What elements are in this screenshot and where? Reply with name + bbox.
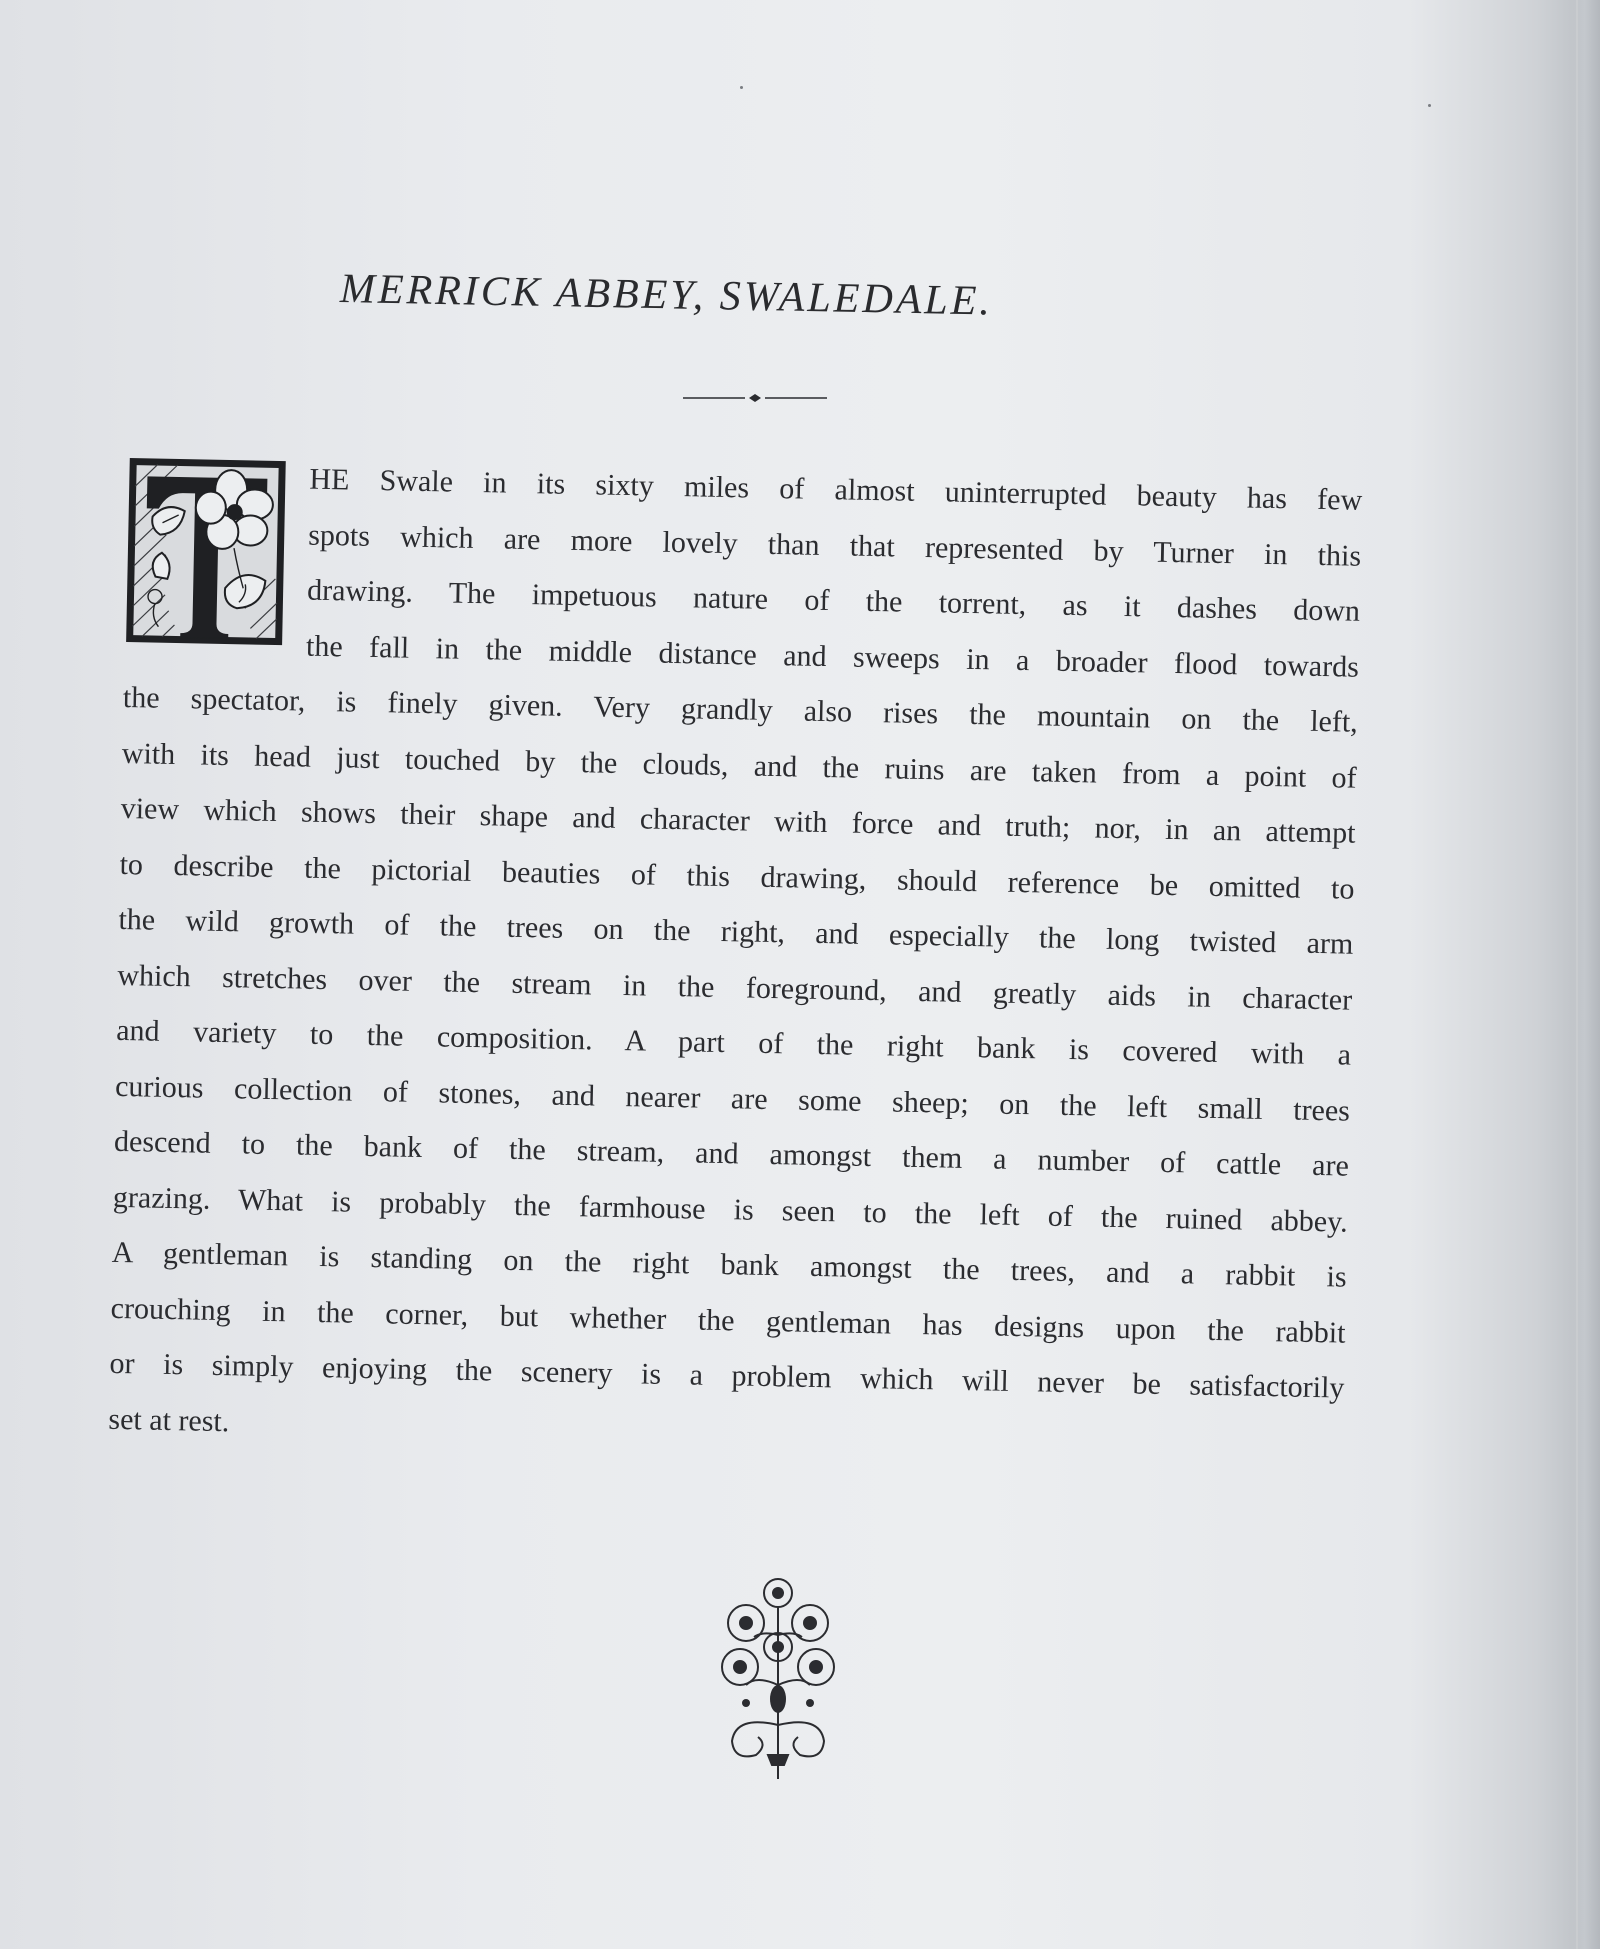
paper-speck [1428,104,1431,107]
text-line: descend to the bank of the stream, and amongst them a number of cattle are [113,1124,1350,1183]
page-edge-line [1576,0,1578,1949]
text-line: set at rest. [108,1402,230,1438]
text-line: view which shows their shape and character with force and truth; nor, in an attempt [120,791,1356,850]
text-line: grazing. What is probably the farmhouse is seen to the left of the ruined abbey. [112,1180,1349,1239]
paper-speck [740,86,743,89]
body-text [108,448,1363,1473]
text-line: the spectator, is finely given. Very grandly also rises the mountain on the left, [122,680,1359,739]
text-line: crouching in the corner, but whether the gentleman has designs upon the rabbit [110,1291,1346,1350]
text-line: which stretches over the stream in the foreground, and greatly aids in character [117,958,1353,1017]
text-line: A gentleman is standing on the right bank amongst the trees, and a rabbit is [111,1235,1347,1294]
body-paragraph [108,448,1363,1472]
text-line: HE Swale in its sixty miles of almost uninterrupted beauty has few [309,462,1363,517]
floral-initial-T-icon [124,456,288,647]
page-title: MERRICK ABBEY, SWALEDALE. [339,266,994,325]
text-line: spots which are more lovely than that represented by Turner in this [307,518,1362,573]
floral-ornament-icon [716,1575,840,1780]
text-line: the wild growth of the trees on the right, and especially the long twisted arm [118,902,1354,961]
diamond-rule-icon [683,392,827,404]
text-line: drawing. The impetuous nature of the torrent, as it dashes down [306,573,1361,628]
text-line: to describe the pictorial beauties of this drawing, should reference be omitted to [119,847,1355,906]
text-line: or is simply enjoying the scenery is a problem which will never be satisfactorily [109,1346,1345,1405]
text-line: the fall in the middle distance and sweeps in a broader flood towards [305,629,1360,684]
text-line: and variety to the composition. A part of the right bank is covered with a [115,1013,1352,1072]
text-line: curious collection of stones, and nearer are some sheep; on the left small trees [114,1069,1351,1128]
text-line: with its head just touched by the clouds, and the ruins are taken from a point of [121,736,1357,795]
